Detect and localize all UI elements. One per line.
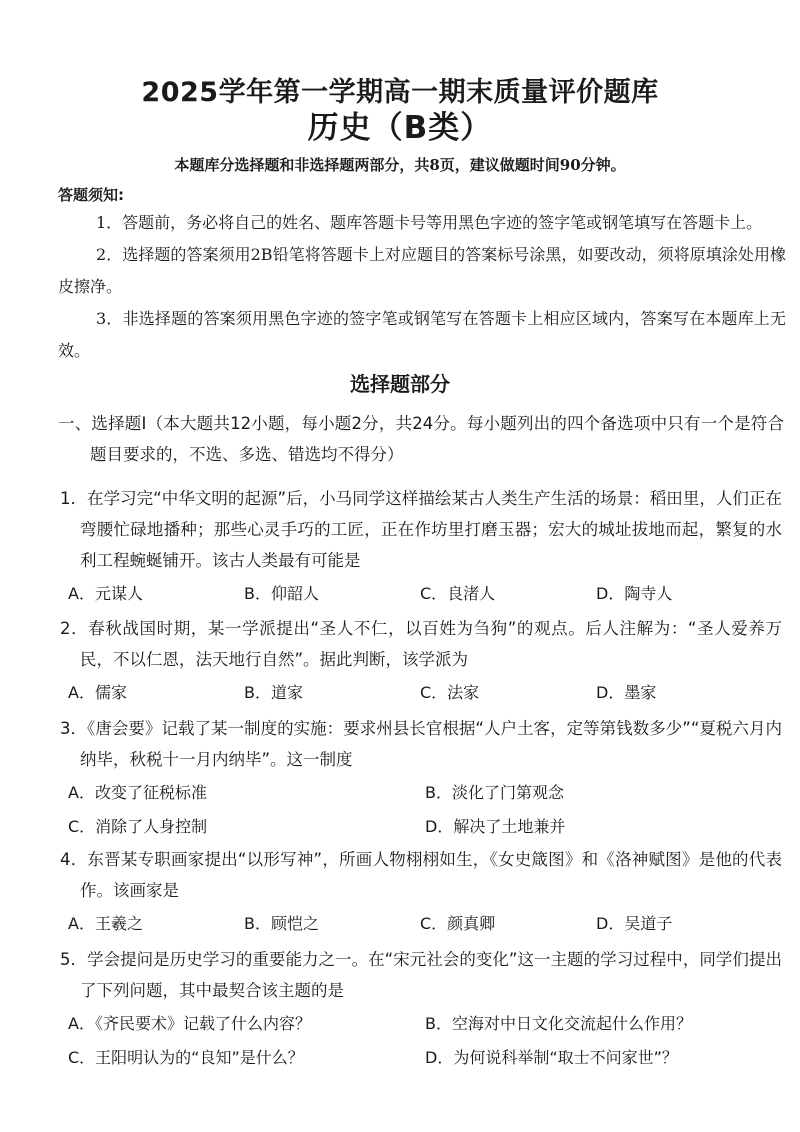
question-stem: 3．《唐会要》记载了某一制度的实施：要求州县长官根据“人户土客，定等第钱数多少”“夏税六月内纳毕，秋税十一月内纳毕”。这一制度: [60, 719, 782, 769]
option-b: B．淡化了门第观念: [425, 782, 564, 802]
option-b: B．仰韶人: [244, 583, 319, 603]
option-a: A．改变了征税标准: [68, 782, 207, 802]
option-d: D．解决了土地兼并: [425, 816, 566, 836]
section-instruction: [58, 408, 784, 470]
section-title: 选择题部分: [350, 372, 450, 396]
option-row: [60, 675, 782, 709]
question-5: [60, 944, 782, 1074]
option-a: A．王羲之: [68, 913, 143, 933]
section-instruction-text: 一、选择题Ⅰ（本大题共12小题，每小题2分，共24分。每小题列出的四个备选项中只有一个是符合题目要求的，不选、多选、错选均不得分）: [58, 414, 784, 464]
option-row: [60, 1006, 782, 1040]
option-d: D．为何说科举制“取士不问家世”？: [425, 1047, 678, 1067]
question-4: [60, 844, 782, 940]
exam-intro: 本题库分选择题和非选择题两部分，共8页，建议做题时间90分钟。: [174, 156, 626, 174]
option-b: B．顾恺之: [244, 913, 319, 933]
subject-title: 历史（B类）: [307, 110, 493, 146]
option-a: A．元谋人: [68, 583, 143, 603]
option-c: C．王阳明认为的“良知”是什么？: [68, 1047, 304, 1067]
option-row: [60, 1040, 782, 1074]
option-row: [60, 576, 782, 610]
option-c: C．法家: [420, 682, 480, 702]
option-row: [60, 809, 782, 843]
option-a: A．儒家: [68, 682, 127, 702]
option-b: B．空海对中日文化交流起什么作用？: [425, 1013, 692, 1033]
option-c: C．颜真卿: [420, 913, 496, 933]
notice-item-3: 3．非选择题的答案须用黑色字迹的签字笔或钢笔写在答题卡上相应区域内，答案写在本题库上无效。: [58, 309, 786, 360]
option-d: D．吴道子: [596, 913, 673, 933]
notice-item-2: 2．选择题的答案须用2B铅笔将答题卡上对应题目的答案标号涂黑，如要改动，须将原填涂处用橡皮擦净。: [58, 245, 786, 296]
question-stem: 1．在学习完“中华文明的起源”后，小马同学这样描绘某古人类生产生活的场景：稻田里，人们正在弯腰忙碌地播种；那些心灵手巧的工匠，正在作坊里打磨玉器；宏大的城址拔地而起，繁复的水利工程蜿蜒铺开。该古人类最有可能是: [60, 489, 782, 570]
question-1: [60, 483, 782, 610]
option-row: [60, 906, 782, 940]
option-a: A．《齐民要术》记载了什么内容？: [68, 1013, 311, 1033]
option-b: B．道家: [244, 682, 303, 702]
question-stem: 2．春秋战国时期，某一学派提出“圣人不仁，以百姓为刍狗”的观点。后人注解为：“圣人爱养万民，不以仁恩，法天地行自然”。据此判断，该学派为: [60, 619, 782, 669]
question-stem: 5．学会提问是历史学习的重要能力之一。在“宋元社会的变化”这一主题的学习过程中，同学们提出了下列问题，其中最契合该主题的是: [60, 950, 782, 1000]
notice-item-1: 1．答题前，务必将自己的姓名、题库答题卡号等用黑色字迹的签字笔或钢笔填写在答题卡上。: [96, 213, 763, 232]
option-d: D．陶寺人: [596, 583, 673, 603]
question-2: [60, 613, 782, 709]
option-c: C．消除了人身控制: [68, 816, 208, 836]
exam-title: 2025学年第一学期高一期末质量评价题库: [141, 77, 659, 108]
question-3: [60, 713, 782, 843]
option-d: D．墨家: [596, 682, 657, 702]
question-stem: 4．东晋某专职画家提出“以形写神”，所画人物栩栩如生，《女史箴图》和《洛神赋图》是他的代表作。该画家是: [60, 850, 782, 900]
option-c: C．良渚人: [420, 583, 496, 603]
notice-heading: 答题须知:: [58, 186, 124, 204]
option-row: [60, 775, 782, 809]
